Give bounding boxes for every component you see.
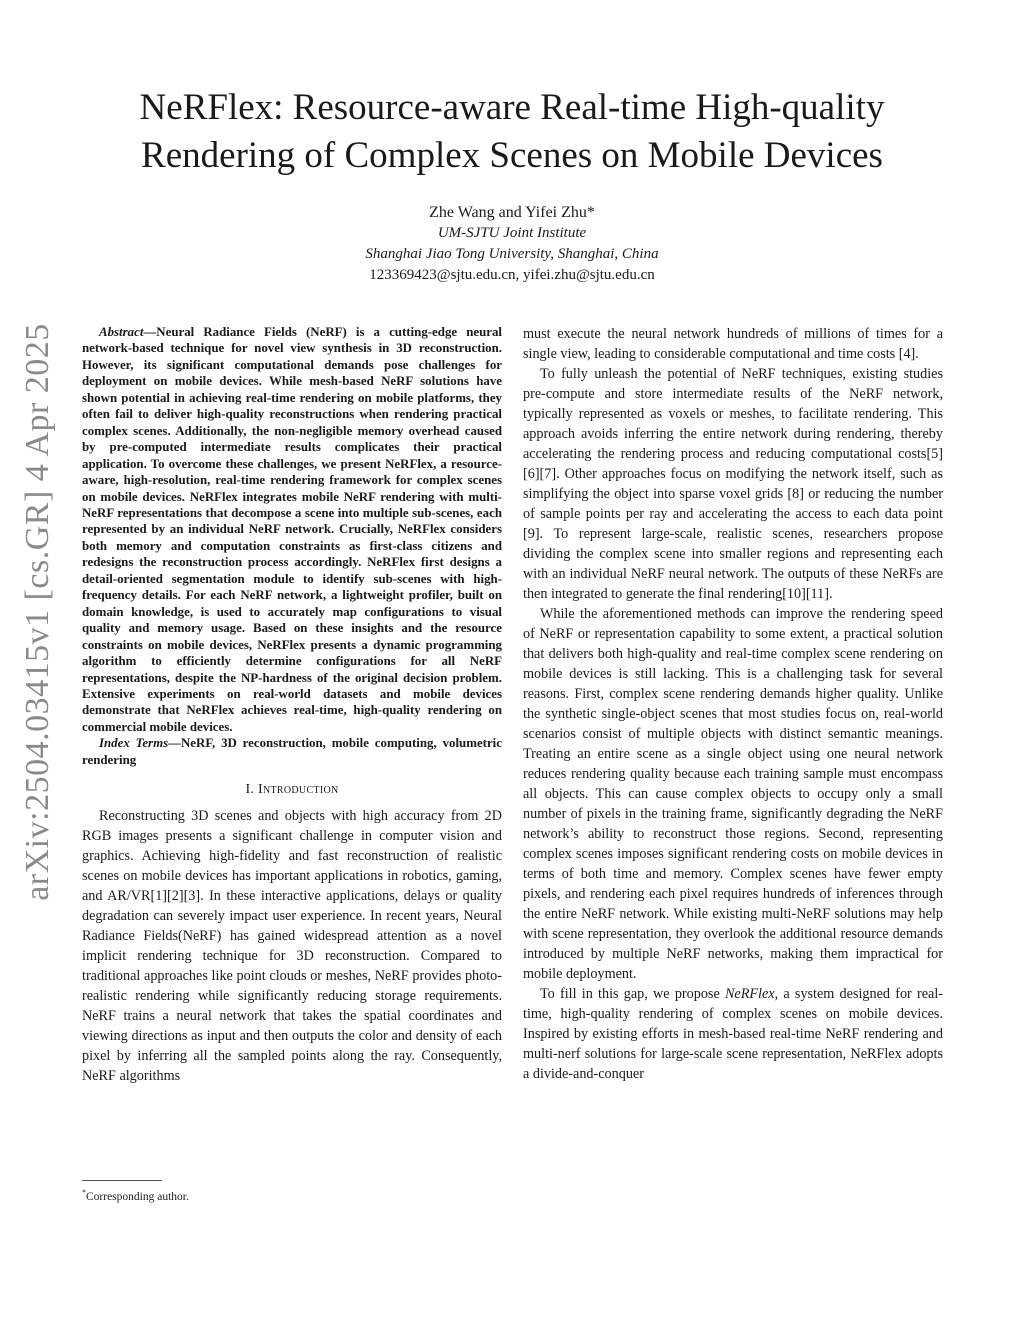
author-affiliation: UM-SJTU Joint Institute xyxy=(437,225,587,241)
intro-paragraph: Reconstructing 3D scenes and objects with high accuracy from 2D RGB images presents a significant challenge in computer vision and graphics. Achieving high-fidelity and fast reconstruction of realistic scenes on mobile devices has important applications in robotics, gaming, and AR/VR[1][2][3]. In these interactive applications, delays or quality degradation can severely impact user experience. In recent years, Neural Radiance Fields(NeRF) has gained widespread attention as a novel implicit rendering technique for 3D reconstruction. Compared to traditional approaches like point clouds or meshes, NeRF provides photo-realistic rendering while significantly reducing storage requirements. NeRF trains a neural network that takes the spatial coordinates and viewing directions as input and then outputs the color and density of each pixel by inferring all the sampled points along the ray. Consequently, NeRF algorithms xyxy=(82,808,502,1085)
author-emails: 123369423@sjtu.edu.cn, yifei.zhu@sjtu.edu.cn xyxy=(369,267,655,283)
author-university: Shanghai Jiao Tong University, Shanghai, China xyxy=(365,246,659,262)
arxiv-identifier-stamp: arXiv:2504.03415v1 [cs.GR] 4 Apr 2025 xyxy=(19,323,56,901)
author-names: Zhe Wang and Yifei Zhu* xyxy=(429,204,595,221)
paper-title: NeRFlex: Resource-aware Real-time High-quality Rendering of Complex Scenes on Mobile Devices xyxy=(139,87,885,176)
right-paragraph-3: While the aforementioned methods can improve the rendering speed of NeRF or representation capability to some extent, a practical solution that delivers both high-quality and real-time complex scene rendering on mobile devices is still lacking. This is a challenging task for several reasons. First, complex scene rendering demands higher quality. Unlike the synthetic single-object scenes that most studies focus on, real-world scenarios consist of multiple objects with distinct semantic meanings. Treating an entire scene as a single object using one neural network reduces rendering quality because each training sample must encompass all objects. This can cause complex objects to occupy only a small number of pixels in the training frame, significantly degrading the NeRF network’s ability to reconstruct those regions. Second, representing complex scenes imposes significant rendering costs on mobile devices in terms of both time and memory. Complex scenes have fewer empty pixels, and rendering each pixel requires hundreds of inferences through the entire NeRF network. While existing multi-NeRF solutions may help with scene representation, they overlook the additional resource demands introduced by multiple NeRF networks, making them impractical for mobile deployment. xyxy=(523,606,943,982)
system-name-emphasis: NeRFlex xyxy=(724,986,775,1002)
right-paragraph-1: must execute the neural network hundreds of millions of times for a single view, leading to considerable computational and time costs [4]. xyxy=(523,326,943,362)
right-paragraph-4-start: To fill in this gap, we propose xyxy=(540,986,725,1002)
abstract-text: —Neural Radiance Fields (NeRF) is a cutting-edge neural network-based technique for novel view synthesis in 3D reconstruction. However, its significant computational demands pose challenges for deployment on mobile devices. While mesh-based NeRF solutions have shown potential in achieving real-time rendering on mobile platforms, they often fail to deliver high-quality reconstructions when rendering practical complex scenes. Additionally, the non-negligible memory overhead caused by pre-computed intermediate results complicates their practical application. To overcome these challenges, we present NeRFlex, a resource-aware, high-resolution, real-time rendering framework for complex scenes on mobile devices. NeRFlex integrates mobile NeRF rendering with multi-NeRF representations that decompose a scene into multiple sub-scenes, each represented by an individual NeRF network. Crucially, NeRFlex considers both memory and computation constraints as first-class citizens and redesigns the reconstruction process accordingly. NeRFlex first designs a detail-oriented segmentation module to identify sub-scenes with high-frequency details. For each NeRF network, a lightweight profiler, built on domain knowledge, is used to accurately map configurations to visual quality and memory usage. Based on these insights and the resource constraints on mobile devices, NeRFlex presents a dynamic programming algorithm to efficiently determine configurations for all NeRF representations, despite the NP-hardness of the original decision problem. Extensive experiments on real-world datasets and mobile devices demonstrate that NeRFlex achieves real-time, high-quality rendering on commercial mobile devices. xyxy=(82,325,502,734)
right-paragraph-4 xyxy=(523,984,943,1084)
right-paragraph-2: To fully unleash the potential of NeRF techniques, existing studies pre-compute and store intermediate results of the NeRF network, typically represented as voxels or meshes, to facilitate rendering. This approach avoids inferring the entire network during rendering, thereby accelerating the rendering process and reducing computational costs[5][6][7]. Other approaches focus on modifying the network itself, such as simplifying the object into sparse voxel grids [8] or reducing the number of sample points per ray and accelerating the access to each data point [9]. To represent large-scale, realistic scenes, researchers propose dividing the complex scene into smaller regions and representing each with an individual NeRF neural network. The outputs of these NeRFs are then integrated to generate the final rendering[10][11]. xyxy=(523,366,943,602)
author-block xyxy=(80,202,944,286)
index-terms-label: Index Terms xyxy=(99,736,169,751)
footnote xyxy=(82,1186,189,1204)
index-terms xyxy=(82,735,502,768)
footnote-mark: * xyxy=(82,1188,86,1197)
section-heading-introduction: I. Introduction xyxy=(245,782,339,798)
footnote-text: Corresponding author. xyxy=(86,1190,189,1203)
abstract xyxy=(82,324,502,735)
index-terms-text: —NeRF, 3D reconstruction, mobile computing, volumetric rendering xyxy=(82,736,502,767)
left-column xyxy=(82,324,502,1086)
footnote-divider xyxy=(82,1180,162,1181)
abstract-label: Abstract xyxy=(99,325,144,339)
right-paragraph-4-end: , a system designed for real-time, high-quality rendering of complex scenes on mobile devices. Inspired by existing efforts in mesh-based real-time NeRF rendering and multi-nerf solutions for large-scale scene representation, NeRFlex adopts a divide-and-conquer xyxy=(523,986,943,1082)
right-column xyxy=(523,324,943,1084)
